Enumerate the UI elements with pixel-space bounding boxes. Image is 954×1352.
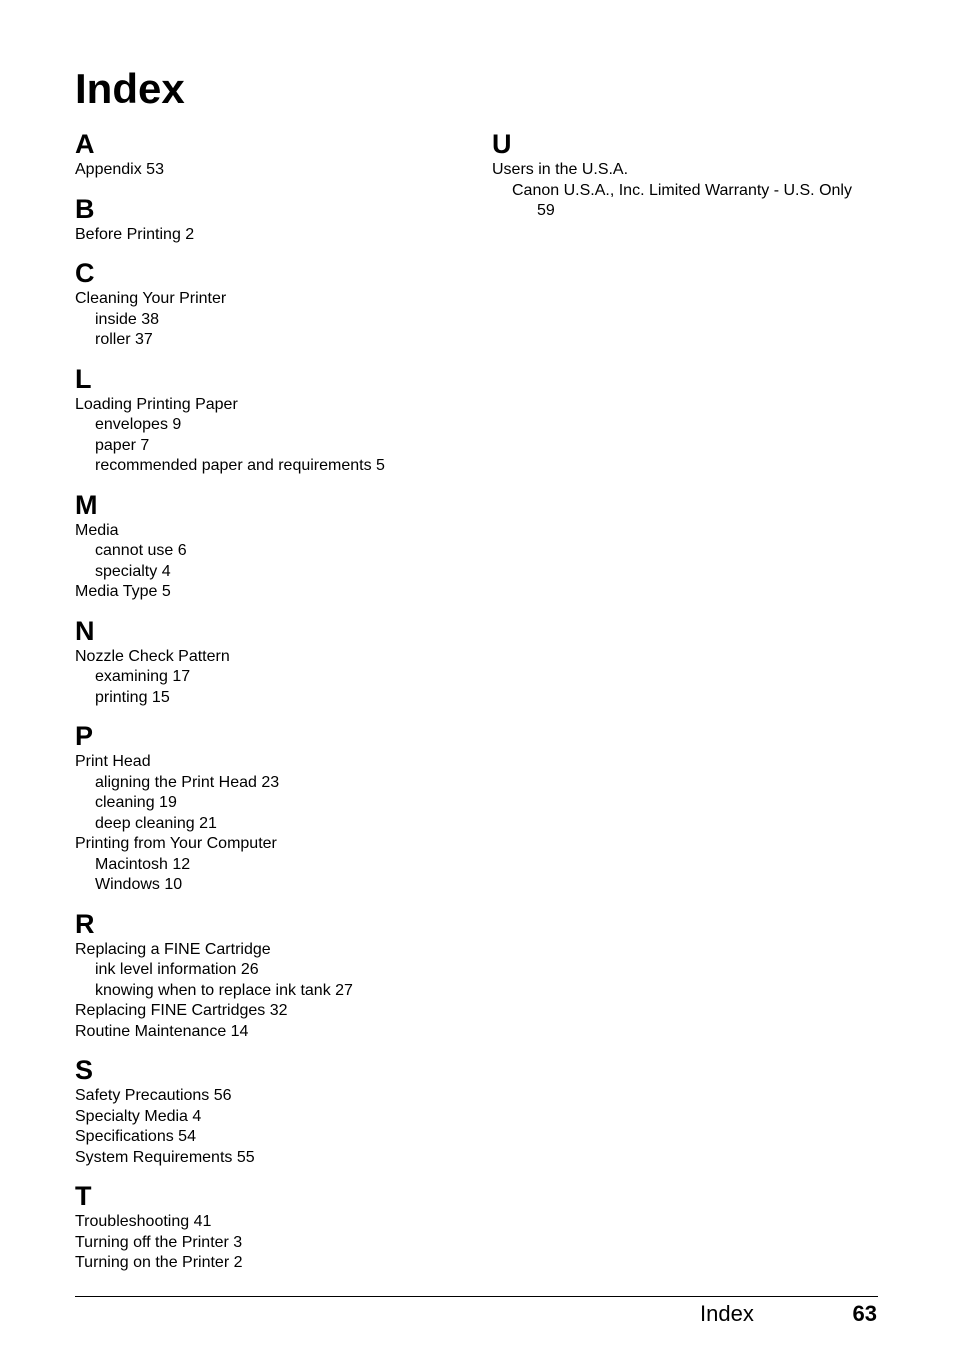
index-section-m — [75, 489, 475, 603]
index-entry: Nozzle Check Pattern — [75, 647, 230, 665]
index-section-u — [492, 128, 882, 222]
index-entry: Users in the U.S.A. — [492, 161, 629, 178]
index-subentry: roller 37 — [95, 331, 153, 348]
index-section-c — [75, 257, 475, 351]
index-section-l — [75, 363, 475, 477]
index-entry: Appendix 53 — [75, 161, 164, 178]
index-subentry: cannot use 6 — [95, 542, 187, 559]
section-letter: M — [75, 489, 98, 520]
index-entry: Cleaning Your Printer — [75, 290, 227, 307]
index-entry: Loading Printing Paper — [75, 395, 238, 413]
index-entry: Turning off the Printer 3 — [75, 1233, 243, 1251]
index-section-r — [75, 908, 475, 1043]
index-subentry: printing 15 — [95, 688, 170, 706]
footer-page-number: 63 — [852, 1301, 877, 1326]
index-subentry: envelopes 9 — [95, 416, 182, 433]
section-letter: U — [492, 129, 512, 159]
index-entry: Replacing FINE Cartridges 32 — [75, 1002, 288, 1019]
index-entry: Turning on the Printer 2 — [75, 1254, 243, 1271]
index-section-a — [75, 128, 475, 181]
section-letter: B — [75, 193, 95, 224]
index-subentry: recommended paper and requirements 5 — [95, 457, 385, 474]
page-title: Index — [75, 65, 185, 112]
footer-section-label: Index — [700, 1301, 754, 1326]
index-subentry: deep cleaning 21 — [95, 814, 217, 832]
section-letter: N — [75, 615, 95, 646]
index-subentry: paper 7 — [95, 436, 150, 454]
index-entry: Print Head — [75, 753, 151, 770]
index-column-left — [75, 128, 475, 1286]
section-letter: L — [75, 363, 92, 394]
index-subentry-page: 59 — [537, 202, 555, 219]
index-subentry: Macintosh 12 — [95, 855, 191, 873]
index-column-right — [492, 128, 882, 234]
index-subentry: inside 38 — [95, 310, 160, 328]
index-subentry: ink level information 26 — [95, 961, 259, 978]
index-section-s — [75, 1054, 475, 1168]
section-letter: R — [75, 908, 95, 939]
index-entry: Routine Maintenance 14 — [75, 1022, 249, 1040]
section-letter: T — [75, 1181, 92, 1211]
index-section-p — [75, 720, 475, 896]
section-letter: C — [75, 258, 95, 288]
index-subentry: aligning the Print Head 23 — [95, 773, 280, 791]
section-letter: P — [75, 721, 94, 751]
section-letter: A — [75, 129, 95, 159]
index-subentry: specialty 4 — [95, 562, 171, 580]
index-entry: Replacing a FINE Cartridge — [75, 940, 271, 958]
index-subentry: examining 17 — [95, 668, 191, 685]
index-entry: Before Printing 2 — [75, 225, 195, 243]
footer-divider — [75, 1296, 878, 1297]
index-section-t — [75, 1180, 475, 1274]
index-subentry — [492, 181, 882, 222]
index-entry: System Requirements 55 — [75, 1148, 255, 1166]
index-entry: Safety Precautions 56 — [75, 1087, 232, 1104]
index-subentry: cleaning 19 — [95, 794, 177, 811]
index-subentry-text: Canon U.S.A., Inc. Limited Warranty - U.S. Only — [512, 181, 852, 199]
index-entry: Media Type 5 — [75, 583, 171, 600]
index-entry: Specifications 54 — [75, 1128, 196, 1145]
index-entry: Specialty Media 4 — [75, 1107, 202, 1125]
index-entry: Printing from Your Computer — [75, 835, 277, 852]
section-letter: S — [75, 1055, 94, 1085]
index-section-b — [75, 193, 475, 246]
index-subentry: knowing when to replace ink tank 27 — [95, 981, 353, 999]
index-entry: Troubleshooting 41 — [75, 1213, 212, 1230]
index-section-n — [75, 615, 475, 709]
index-entry: Media — [75, 521, 119, 539]
index-subentry: Windows 10 — [95, 876, 183, 893]
